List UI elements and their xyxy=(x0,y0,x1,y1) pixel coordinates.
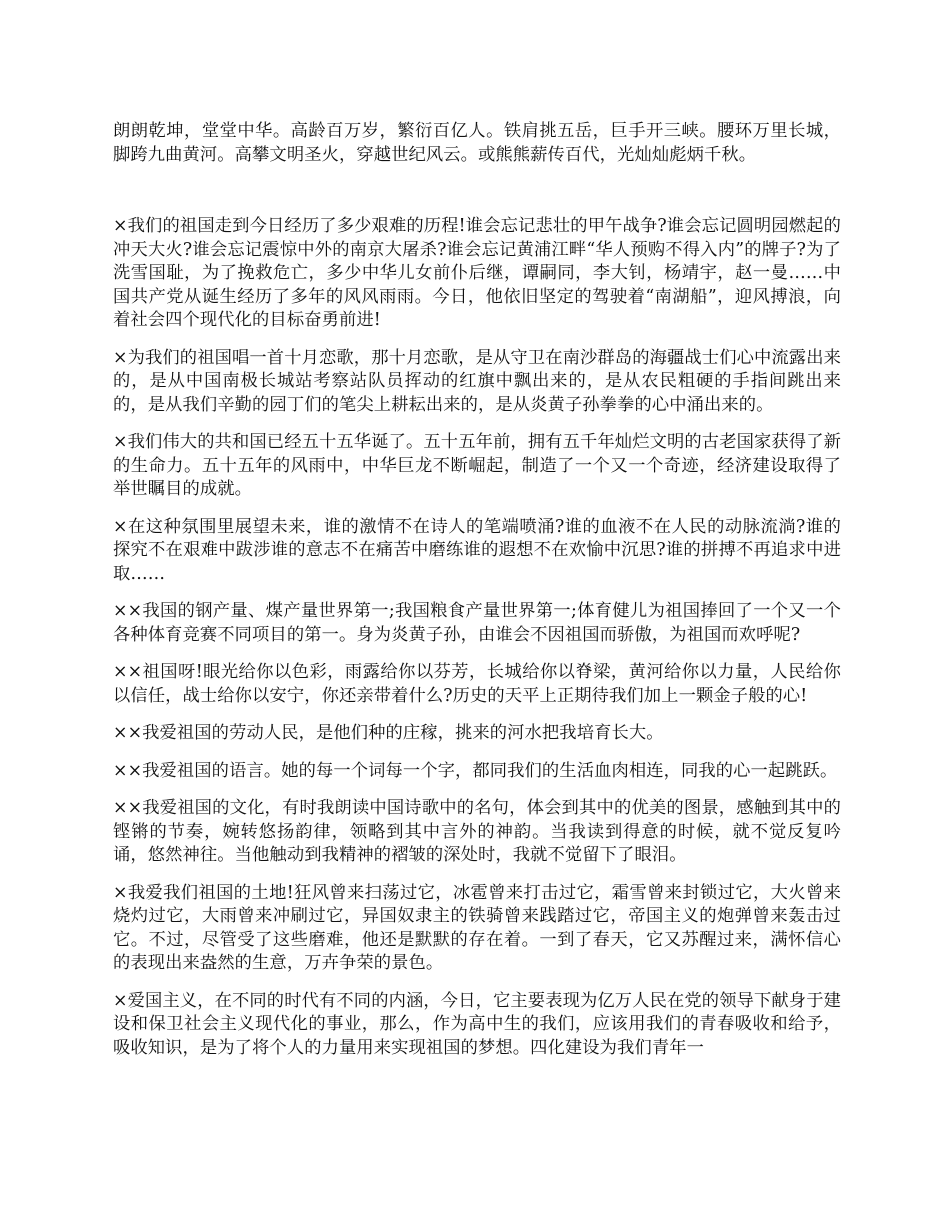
document-page xyxy=(113,120,841,1074)
paragraph-october-song: ×为我们的祖国唱一首十月恋歌，那十月恋歌，是从守卫在南沙群岛的海疆战士们心中流露出来的，是从中国南极长城站考察站队员挥动的红旗中飘出来的，是从农民粗硬的手指间跳出来的，是从我们辛勤的园丁们的笔尖上耕耘出来的，是从炎黄子孙拳拳的心中涌出来的。 xyxy=(113,347,841,415)
paragraph-motherland: ××祖国呀!眼光给你以色彩，雨露给你以芬芳，长城给你以脊梁，黄河给你以力量，人民给你以信任，战士给你以安宁，你还亲带着什么?历史的天平上正期待我们加上一颗金子般的心! xyxy=(113,662,841,706)
intro-paragraph: 朗朗乾坤，堂堂中华。高龄百万岁，繁衍百亿人。铁肩挑五岳，巨手开三峡。腰环万里长城，脚跨九曲黄河。高攀文明圣火，穿越世纪风云。或熊熊薪传百代，光灿灿彪炳千秋。 xyxy=(113,121,841,165)
paragraph-patriotism: ×爱国主义，在不同的时代有不同的内涵，今日，它主要表现为亿万人民在党的领导下献身于建设和保卫社会主义现代化的事业，那么，作为高中生的我们，应该用我们的青春吸收和给予，吸收知识，是为了将个人的力量用来实现祖国的梦想。四化建设为我们青年一 xyxy=(113,990,841,1058)
paragraph-history: ×我们的祖国走到今日经历了多少艰难的历程!谁会忘记悲壮的甲午战争?谁会忘记圆明园燃起的冲天大火?谁会忘记震惊中外的南京大屠杀?谁会忘记黄浦江畔“华人预购不得入内”的牌子?为了洗雪国耻，为了挽救危亡，多少中华儿女前仆后继，谭嗣同，李大钊，杨靖宇，赵一曼……中国共产党从诞生经历了多年的风风雨雨。今日，他依旧坚定的驾驶着“南湖船”，迎风搏浪，向着社会四个现代化的目标奋勇前进! xyxy=(113,216,841,330)
paragraph-achievements: ××我国的钢产量、煤产量世界第一;我国粮食产量世界第一;体育健儿为祖国捧回了一个又一个各种体育竞赛不同项目的第一。身为炎黄子孙，由谁会不因祖国而骄傲，为祖国而欢呼呢? xyxy=(113,601,841,645)
paragraph-language: ××我爱祖国的语言。她的每一个词每一个字，都同我们的生活血肉相连，同我的心一起跳跃。 xyxy=(113,760,838,781)
paragraph-culture: ××我爱祖国的文化，有时我朗读中国诗歌中的名句，体会到其中的优美的图景，感触到其中的铿锵的节奏，婉转悠扬韵律，领略到其中言外的神韵。当我读到得意的时候，就不觉反复吟诵，悠然神往。当他触动到我精神的褶皱的深处时，我就不觉留下了眼泪。 xyxy=(113,798,841,865)
paragraph-republic-anniversary: ×我们伟大的共和国已经五十五华诞了。五十五年前，拥有五千年灿烂文明的古老国家获得了新的生命力。五十五年的风雨中，中华巨龙不断崛起，制造了一个又一个奇迹，经济建设取得了举世瞩目的成就。 xyxy=(113,432,841,499)
paragraph-land: ×我爱我们祖国的土地!狂风曾来扫荡过它，冰雹曾来打击过它，霜雪曾来封锁过它，大火曾来烧灼过它，大雨曾来冲刷过它，异国奴隶主的铁骑曾来践踏过它，帝国主义的炮弹曾来轰击过它。不过，尽管受了这些磨难，他还是默默的存在着。一到了春天，它又苏醒过来，满怀信心的表现出来盎然的生意，万卉争荣的景色。 xyxy=(113,882,841,973)
paragraph-working-people: ××我爱祖国的劳动人民，是他们种的庄稼，挑来的河水把我培育长大。 xyxy=(113,723,664,743)
paragraph-future: ×在这种氛围里展望未来，谁的激情不在诗人的笔端喷涌?谁的血液不在人民的动脉流淌?谁的探究不在艰难中跋涉谁的意志不在痛苦中磨练谁的遐想不在欢愉中沉思?谁的拼搏不再追求中进取…… xyxy=(113,516,841,584)
